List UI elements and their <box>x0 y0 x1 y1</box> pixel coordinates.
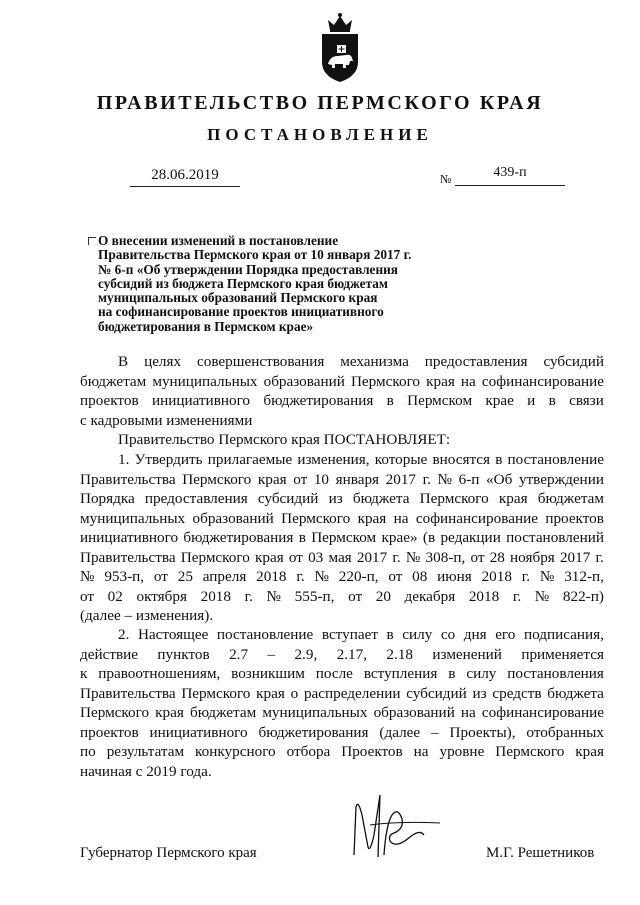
text-line: В целях совершенствования механизма предоставления субсидий <box>118 353 604 370</box>
perm-coat-of-arms-icon <box>318 12 362 84</box>
document-type-title: ПОСТАНОВЛЕНИЕ <box>207 125 433 144</box>
item-2-paragraph <box>80 625 604 781</box>
text-line: проектов инициативного бюджетирования в Пермском крае и в связи <box>80 392 604 409</box>
subject-line: бюджетирования в Пермском крае» <box>98 318 314 334</box>
decree-subject <box>98 234 478 334</box>
subject-line: субсидий из бюджета Пермского края бюджетам <box>98 275 388 291</box>
text-line: от 02 октября 2018 г. № 555-п, от 20 декабря 2018 г. № 822-п) <box>80 587 604 605</box>
text-line: к правоотношениям, возникшим после вступления в силу постановления <box>80 665 604 682</box>
government-title: ПРАВИТЕЛЬСТВО ПЕРМСКОГО КРАЯ <box>96 92 544 114</box>
subject-line: Правительства Пермского края от 10 января 2017 г. <box>98 247 412 263</box>
handwritten-signature-icon <box>340 785 450 870</box>
text-line: Правительства Пермского края от 03 мая 2017 г. № 308-п, от 28 ноября 2017 г. <box>80 548 604 566</box>
signatory-name: М.Г. Решетников <box>486 845 595 861</box>
text-line: действие пунктов 2.7 – 2.9, 2.17, 2.18 изменений применяется <box>80 645 604 663</box>
text-line: Правительства Пермского края о распределении субсидий из средств бюджета <box>80 684 604 702</box>
subject-line: на софинансирование проектов инициативного <box>98 304 384 320</box>
resolves-paragraph <box>80 430 604 450</box>
text-line: Правительства Пермского края от 10 января 2017 г. № 6-п «Об утверждении <box>80 470 604 488</box>
text-line: бюджетам муниципальных образований Пермского края на софинансирование <box>80 372 604 390</box>
text-line: 2. Настоящее постановление вступает в силу со дня его подписания, <box>118 626 604 643</box>
subject-line: № 6-п «Об утверждении Порядка предоставления <box>98 261 398 277</box>
item-1-paragraph <box>80 450 604 626</box>
text-line: (далее – изменения). <box>80 607 214 624</box>
text-line: проектов инициативного бюджетирования (далее – Проекты), отобранных <box>80 723 604 741</box>
number-underline <box>455 185 565 186</box>
text-line: по результатам конкурсного отбора Проектов на уровне Пермского края <box>80 743 604 760</box>
text-line: начиная с 2019 года. <box>80 762 212 780</box>
subject-line: О внесении изменений в постановление <box>98 233 339 248</box>
preamble-paragraph <box>80 352 604 430</box>
text-line: инициативного бюджетирования в Пермском крае» (в редакции постановлений <box>80 529 604 546</box>
number-sign: № <box>440 172 452 186</box>
date-underline <box>130 186 240 187</box>
text-line: № 953-п, от 25 апреля 2018 г. № 220-п, от 08 июня 2018 г. № 312-п, <box>80 568 604 585</box>
signatory-position: Губернатор Пермского края <box>80 845 257 861</box>
text-line: 1. Утвердить прилагаемые изменения, которые вносятся в постановление <box>118 451 604 468</box>
text-line: Правительство Пермского края ПОСТАНОВЛЯЕТ: <box>118 431 451 448</box>
decree-number: 439-п <box>493 165 527 180</box>
subject-corner-mark <box>88 237 96 245</box>
text-line: Пермского края бюджетам муниципальных образований на софинансирование <box>80 704 604 721</box>
decree-date: 28.06.2019 <box>151 167 219 183</box>
text-line: с кадровыми изменениями <box>80 411 253 429</box>
text-line: Порядка предоставления субсидий из бюджета Пермского края бюджетам <box>80 490 604 507</box>
text-line: муниципальных образований Пермского края на софинансирование проектов <box>80 509 604 527</box>
subject-line: муниципальных образований Пермского края <box>98 290 378 306</box>
